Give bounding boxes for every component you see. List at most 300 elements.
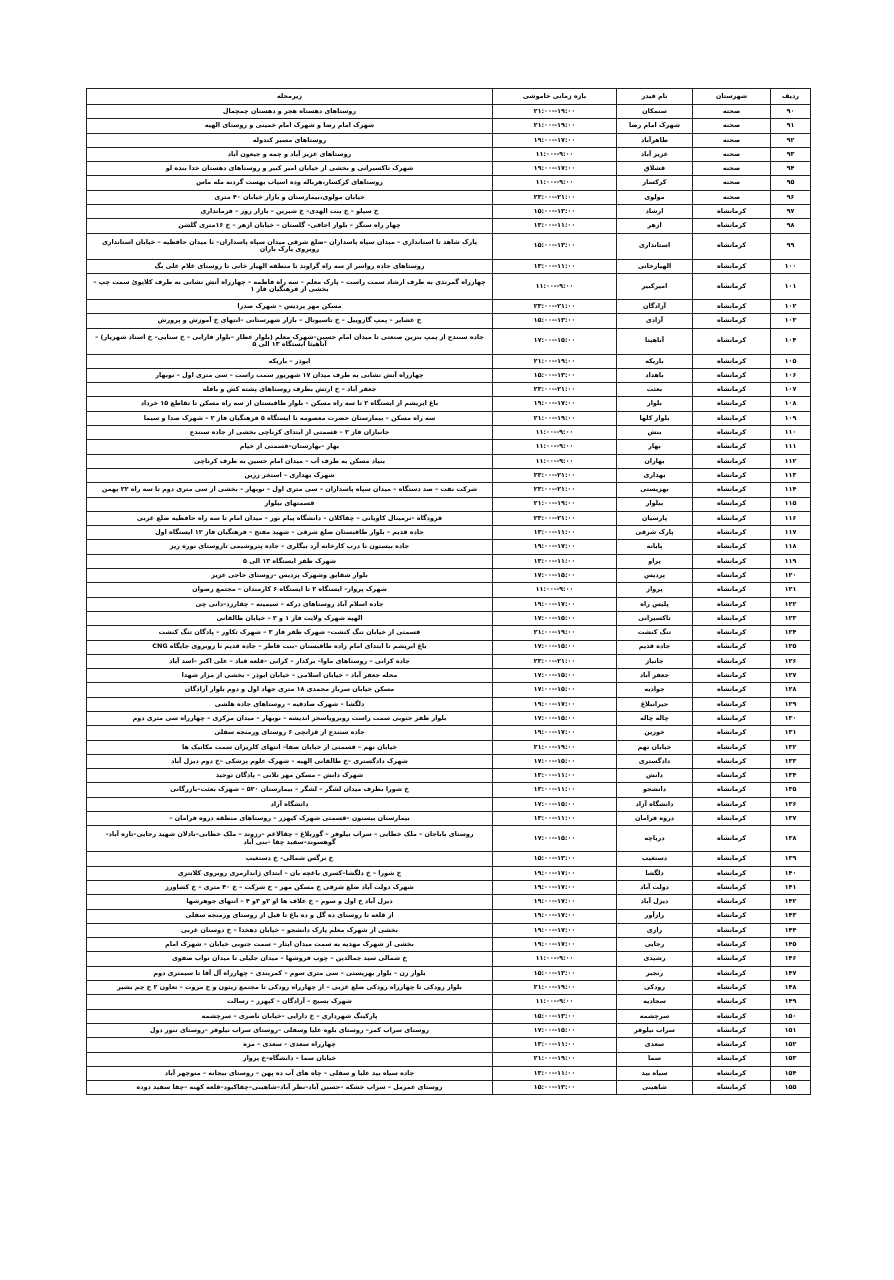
cell-area: روستاهای جاده رواسر از سه راه گراوند تا منطقه الهیار خانی تا روستای غلام علی بگ [87,259,493,273]
cell-time: ۱۳:۰۰--۱۵:۰۰ [493,1081,617,1095]
table-row [87,669,811,683]
cell-num: ۱۰۴ [771,328,811,354]
cell-area: جاده سنندج از پمپ بنزین صنعتی تا میدان امام حسین–شهرک معلم (بلوار عطار –بلوار فارابی – خ سنایی– خ استاد شهریار) –آناهیتا ایستگاه ۱۳ الی ۵ [87,328,493,354]
cell-city: کرمانشاه [693,554,771,568]
cell-num: ۱۰۵ [771,354,811,368]
cell-num: ۱۴۹ [771,995,811,1009]
cell-num: ۹۸ [771,219,811,233]
cell-feeder: بلوار [617,397,693,411]
cell-area: بخشی از شهرک معلم پارک دانشجو – خیابان دهخدا – خ دوستان غربی [87,923,493,937]
cell-feeder: سعدی [617,1038,693,1052]
cell-city: کرمانشاه [693,1066,771,1080]
cell-num: ۹۲ [771,133,811,147]
cell-city: کرمانشاه [693,909,771,923]
cell-num: ۱۱۸ [771,540,811,554]
cell-feeder: دادگستری [617,754,693,768]
cell-time: ۱۹:۰۰--۲۱:۰۰ [493,1052,617,1066]
table-row [87,866,811,880]
cell-time: ۱۷:۰۰--۱۹:۰۰ [493,938,617,952]
table-row [87,454,811,468]
cell-time: ۱۹:۰۰--۲۱:۰۰ [493,497,617,511]
cell-area: جاده اسلام آباد روستاهای درکه – سیمینه – چقارزد–دانی چی [87,597,493,611]
cell-area: بلوار ظفر جنوبی سمت راست روبروپاسخر اندیشه – نوبهار – میدان مرکزی – چهارراه سی متری دوم [87,711,493,725]
cell-area: بهار –بهارستان–قسمتی از خیام [87,440,493,454]
cell-time: ۱۵:۰۰--۱۷:۰۰ [493,569,617,583]
cell-city: کرمانشاه [693,328,771,354]
cell-city: کرمانشاه [693,697,771,711]
cell-time: ۱۵:۰۰--۱۷:۰۰ [493,669,617,683]
cell-feeder: باهداد [617,368,693,382]
cell-time: ۱۱:۰۰--۱۳:۰۰ [493,259,617,273]
cell-time: ۱۳:۰۰--۱۵:۰۰ [493,314,617,328]
table-row [87,711,811,725]
header-city: شهرستان [693,89,771,105]
table-row [87,468,811,482]
cell-city: کرمانشاه [693,938,771,952]
cell-area: روستاهای مسیر کندوله [87,133,493,147]
cell-feeder: رودکی [617,981,693,995]
cell-city: کرمانشاه [693,880,771,894]
cell-time: ۱۷:۰۰--۱۹:۰۰ [493,540,617,554]
cell-feeder: بلوار کلها [617,411,693,425]
cell-num: ۱۱۶ [771,511,811,525]
cell-time: ۹:۰۰--۱۱:۰۰ [493,273,617,299]
table-header-row [87,89,811,105]
cell-feeder: امیرکبیر [617,273,693,299]
table-row [87,923,811,937]
cell-num: ۱۲۴ [771,626,811,640]
cell-city: کرمانشاه [693,1038,771,1052]
table-row [87,328,811,354]
cell-city: کرمانشاه [693,483,771,497]
table-row [87,162,811,176]
cell-feeder: سراب نیلوفر [617,1023,693,1037]
cell-time: ۱۷:۰۰--۱۹:۰۰ [493,880,617,894]
cell-time: ۱۹:۰۰--۲۱:۰۰ [493,411,617,425]
cell-feeder: رنجبر [617,966,693,980]
table-row [87,981,811,995]
cell-num: ۱۳۶ [771,797,811,811]
cell-city: کرمانشاه [693,1023,771,1037]
cell-time: ۹:۰۰--۱۱:۰۰ [493,440,617,454]
table-row [87,1023,811,1037]
table-row [87,952,811,966]
cell-num: ۱۱۰ [771,426,811,440]
cell-num: ۱۱۴ [771,483,811,497]
cell-city: کرمانشاه [693,711,771,725]
cell-area: مسکن خیابان سرباز محمدی ۱۸ متری جهاد اول و دوم بلوار آزادگان [87,683,493,697]
table-row [87,205,811,219]
cell-city: صحنه [693,190,771,204]
cell-time: ۱۱:۰۰--۱۳:۰۰ [493,1066,617,1080]
cell-num: ۱۳۲ [771,740,811,754]
cell-city: کرمانشاه [693,626,771,640]
table-row [87,233,811,259]
cell-num: ۱۱۵ [771,497,811,511]
cell-city: کرمانشاه [693,726,771,740]
cell-time: ۱۹:۰۰--۲۱:۰۰ [493,626,617,640]
table-row [87,440,811,454]
cell-city: کرمانشاه [693,597,771,611]
cell-area: بلوار شقایق وشهرک پردیس –روستای حاجی عزیز [87,569,493,583]
cell-time: ۱۳:۰۰--۱۵:۰۰ [493,1009,617,1023]
cell-city: کرمانشاه [693,1052,771,1066]
cell-area: روستاهای عزیز آباد و چمه و جیعون آباد [87,147,493,161]
cell-feeder: پلیس راه [617,597,693,611]
cell-area: ابوذر – باریکه [87,354,493,368]
cell-feeder: دولت آباد [617,880,693,894]
table-row [87,966,811,980]
table-row [87,797,811,811]
cell-city: کرمانشاه [693,569,771,583]
cell-num: ۱۳۹ [771,852,811,866]
cell-city: کرمانشاه [693,583,771,597]
table-row [87,1081,811,1095]
cell-num: ۹۷ [771,205,811,219]
cell-area: خیابان نهم – قسمتی از خیابان صفا– انتهای کلریزان سمت مکانیک ها [87,740,493,754]
cell-time: ۱۳:۰۰--۱۵:۰۰ [493,233,617,259]
cell-time: ۲۱:۰۰--۲۳:۰۰ [493,511,617,525]
cell-city: کرمانشاه [693,866,771,880]
cell-feeder: دیزل آباد [617,895,693,909]
cell-city: صحنه [693,105,771,119]
cell-area: خ سیلو – خ بنت الهدی– خ شیرین – بازار روز – فرمانداری [87,205,493,219]
cell-num: ۱۰۸ [771,397,811,411]
cell-time: ۱۵:۰۰--۱۷:۰۰ [493,683,617,697]
cell-time: ۹:۰۰--۱۱:۰۰ [493,147,617,161]
table-row [87,995,811,1009]
cell-city: کرمانشاه [693,740,771,754]
cell-area: چهارراه آتش نشانی به طرف میدان ۱۷ شهریور سمت راست – سی متری اول – نوبهار [87,368,493,382]
table-row [87,1066,811,1080]
cell-area: شهرک پرواز– ایستگاه ۲ تا ایستگاه ۶ کارمندان – مجتمع رضوان [87,583,493,597]
cell-time: ۱۳:۰۰--۱۵:۰۰ [493,368,617,382]
cell-city: کرمانشاه [693,205,771,219]
cell-area: شهرک تاکسیرانی و بخشی از خیابان امیر کبیر و روستاهای دهستان خدا بنده لو [87,162,493,176]
cell-num: ۱۴۰ [771,866,811,880]
cell-num: ۱۴۲ [771,895,811,909]
cell-feeder: جاده قدیم [617,640,693,654]
cell-feeder: بهزیستی [617,483,693,497]
cell-num: ۹۱ [771,119,811,133]
cell-feeder: بهار [617,440,693,454]
cell-city: کرمانشاه [693,769,771,783]
outage-schedule-sheet [86,88,810,1095]
table-row [87,895,811,909]
cell-feeder: ازهر [617,219,693,233]
cell-feeder: جیرانبلاغ [617,697,693,711]
cell-num: ۱۴۸ [771,981,811,995]
cell-feeder: آزادگان [617,299,693,313]
table-row [87,697,811,711]
cell-num: ۱۵۰ [771,1009,811,1023]
cell-num: ۱۳۵ [771,783,811,797]
cell-feeder: پارک شرقی [617,526,693,540]
table-row [87,299,811,313]
table-row [87,909,811,923]
cell-time: ۱۷:۰۰--۱۹:۰۰ [493,597,617,611]
table-row [87,812,811,826]
cell-area: شهرک ظفر ایستگاه ۱۳ الی ۵ [87,554,493,568]
header-num: ردیف [771,89,811,105]
cell-feeder: رازآور [617,909,693,923]
cell-city: کرمانشاه [693,454,771,468]
cell-time: ۲۱:۰۰--۲۳:۰۰ [493,299,617,313]
cell-time: ۱۵:۰۰--۱۷:۰۰ [493,826,617,852]
cell-feeder: دلگشا [617,866,693,880]
cell-city: صحنه [693,176,771,190]
cell-num: ۱۲۵ [771,640,811,654]
cell-feeder: الهیارخانی [617,259,693,273]
table-row [87,354,811,368]
cell-feeder: سیاه بید [617,1066,693,1080]
cell-num: ۱۲۶ [771,654,811,668]
cell-num: ۱۳۰ [771,711,811,725]
cell-feeder: تنگ کنشت [617,626,693,640]
cell-num: ۱۳۸ [771,826,811,852]
cell-city: صحنه [693,133,771,147]
cell-num: ۱۲۱ [771,583,811,597]
table-row [87,105,811,119]
cell-area: خ شمالی سید جمالدین – چوب فروشها – میدان جلیلی تا میدان نواب صفوی [87,952,493,966]
cell-city: کرمانشاه [693,411,771,425]
table-row [87,426,811,440]
cell-time: ۱۵:۰۰--۱۷:۰۰ [493,328,617,354]
cell-area: پارک شاهد تا استانداری – میدان سپاه پاسداران –ضلع شرقی میدان سپاه پاسداران– تا میدان حافظیه – خیابان استانداری روبروی پارک باران [87,233,493,259]
cell-city: کرمانشاه [693,952,771,966]
cell-time: ۱۹:۰۰--۲۱:۰۰ [493,981,617,995]
table-row [87,640,811,654]
cell-area: قسمتی از خیابان تنگ کنشت– شهرک ظفر فاز ۳ – شهرک تکاور – پادگان تنگ کنشت [87,626,493,640]
table-row [87,783,811,797]
cell-feeder: بیلوار [617,497,693,511]
cell-city: کرمانشاه [693,754,771,768]
table-row [87,754,811,768]
cell-time: ۱۳:۰۰--۱۵:۰۰ [493,852,617,866]
header-area: زیرمحله [87,89,493,105]
cell-feeder: رجایی [617,938,693,952]
table-row [87,569,811,583]
header-time: بازه زمانی خاموشی [493,89,617,105]
cell-feeder: جانباز [617,654,693,668]
cell-time: ۱۱:۰۰--۱۳:۰۰ [493,554,617,568]
cell-num: ۹۶ [771,190,811,204]
cell-num: ۱۰۲ [771,299,811,313]
cell-area: خیابان مولوی،بیمارستان و بازار خیابان ۴۰ متری [87,190,493,204]
table-row [87,190,811,204]
table-row [87,526,811,540]
cell-time: ۱۹:۰۰--۲۱:۰۰ [493,119,617,133]
cell-area: جاده سنندج از قزانچی ۶ روستای ورمنجه سفلی [87,726,493,740]
cell-feeder: سما [617,1052,693,1066]
cell-feeder: مولوی [617,190,693,204]
cell-time: ۲۱:۰۰--۲۳:۰۰ [493,190,617,204]
cell-num: ۱۴۵ [771,938,811,952]
cell-area: چهارراه گمرندی به طرف ارشاد سمت راست – پارک معلم – سه راه فاطمه – چهارراه آتش نشانی به طرف کلاپوئ سمت چپ – بخشی از فرهنگیان فاز ۱ [87,273,493,299]
cell-area: شهرک بهداری – استخر زرین [87,468,493,482]
table-row [87,1038,811,1052]
cell-city: کرمانشاه [693,683,771,697]
cell-city: کرمانشاه [693,1009,771,1023]
table-row [87,314,811,328]
cell-feeder: پراو [617,554,693,568]
cell-time: ۱۵:۰۰--۱۷:۰۰ [493,640,617,654]
cell-time: ۹:۰۰--۱۱:۰۰ [493,426,617,440]
cell-time: ۱۱:۰۰--۱۳:۰۰ [493,769,617,783]
cell-feeder: دانش [617,769,693,783]
cell-area: جاده کرانی – روستاهای ماوا– برکدار – کرانی –قلعه قباد – علی اکبر –اسد آباد [87,654,493,668]
cell-num: ۱۴۷ [771,966,811,980]
cell-feeder: سنمکان [617,105,693,119]
cell-feeder: آناهیتا [617,328,693,354]
cell-feeder: شهرک امام رضا [617,119,693,133]
cell-num: ۱۰۱ [771,273,811,299]
cell-city: کرمانشاه [693,981,771,995]
cell-time: ۱۷:۰۰--۱۹:۰۰ [493,895,617,909]
cell-city: صحنه [693,147,771,161]
cell-city: صحنه [693,119,771,133]
table-row [87,726,811,740]
table-row [87,554,811,568]
cell-time: ۲۱:۰۰--۲۳:۰۰ [493,483,617,497]
cell-num: ۹۴ [771,162,811,176]
cell-area: خیابان سما – دانشگاه–خ پرواز [87,1052,493,1066]
cell-area: بخشی از شهرک مهدیه به سمت میدان ایثار – سمت جنوبی خیابان – شهرک امام [87,938,493,952]
cell-time: ۱۵:۰۰--۱۷:۰۰ [493,611,617,625]
cell-time: ۱۹:۰۰--۲۱:۰۰ [493,105,617,119]
cell-time: ۹:۰۰--۱۱:۰۰ [493,176,617,190]
cell-num: ۹۳ [771,147,811,161]
table-row [87,219,811,233]
cell-city: کرمانشاه [693,314,771,328]
table-row [87,119,811,133]
cell-feeder: چاله چاله [617,711,693,725]
cell-area: فرودگاه –نرمینال کاویانی – چقاکلان – دانشگاه پیام نور – میدان امام تا سه راه حافظیه ضلع غربی [87,511,493,525]
cell-feeder: پارسیان [617,511,693,525]
outage-table [86,88,811,1095]
cell-city: کرمانشاه [693,497,771,511]
cell-num: ۱۵۵ [771,1081,811,1095]
cell-num: ۱۰۰ [771,259,811,273]
cell-time: ۱۷:۰۰--۱۹:۰۰ [493,923,617,937]
cell-time: ۲۱:۰۰--۲۳:۰۰ [493,383,617,397]
cell-feeder: سرچشمه [617,1009,693,1023]
cell-num: ۱۰۶ [771,368,811,382]
cell-city: کرمانشاه [693,1081,771,1095]
table-row [87,540,811,554]
cell-feeder: بعثت [617,383,693,397]
table-row [87,597,811,611]
cell-city: کرمانشاه [693,995,771,1009]
cell-time: ۱۱:۰۰--۱۳:۰۰ [493,812,617,826]
cell-city: کرمانشاه [693,669,771,683]
cell-city: کرمانشاه [693,895,771,909]
cell-city: کرمانشاه [693,383,771,397]
cell-city: کرمانشاه [693,654,771,668]
cell-num: ۱۱۲ [771,454,811,468]
cell-num: ۱۱۳ [771,468,811,482]
cell-city: کرمانشاه [693,233,771,259]
cell-feeder: خیابان نهم [617,740,693,754]
table-row [87,259,811,273]
cell-num: ۱۳۳ [771,754,811,768]
cell-city: کرمانشاه [693,219,771,233]
cell-area: مسکن مهر پردیس – شهرک صدرا [87,299,493,313]
table-row [87,1052,811,1066]
cell-time: ۹:۰۰--۱۱:۰۰ [493,952,617,966]
cell-feeder: دروه فرامان [617,812,693,826]
cell-area: جاده بیستون تا درب کارخانه آرد بیگلری – جاده پتروشیمی تاروستای نوره ریز [87,540,493,554]
cell-time: ۹:۰۰--۱۱:۰۰ [493,995,617,1009]
cell-feeder: تاکسیرانی [617,611,693,625]
cell-num: ۱۵۴ [771,1066,811,1080]
cell-time: ۱۷:۰۰--۱۹:۰۰ [493,866,617,880]
cell-num: ۱۲۹ [771,697,811,711]
cell-city: کرمانشاه [693,826,771,852]
table-row [87,769,811,783]
table-row [87,683,811,697]
cell-area: روستای سراب کمر– روستای بلوه علیا وسفلی –روستای سراب نیلوفر –روستای تنور دول [87,1023,493,1037]
cell-num: ۱۴۴ [771,923,811,937]
table-row [87,938,811,952]
cell-city: کرمانشاه [693,923,771,937]
cell-area: قسمتهای بیلوار [87,497,493,511]
cell-num: ۱۳۷ [771,812,811,826]
table-row [87,147,811,161]
cell-num: ۱۴۱ [771,880,811,894]
cell-area: خ عشایر – پمپ گازوییل – خ تاسیونال – بازار شهرستانی –انتهای خ آموزش و پرورش [87,314,493,328]
cell-num: ۱۲۲ [771,597,811,611]
cell-city: کرمانشاه [693,354,771,368]
table-row [87,368,811,382]
cell-time: ۱۳:۰۰--۱۵:۰۰ [493,205,617,219]
cell-time: ۱۱:۰۰--۱۳:۰۰ [493,783,617,797]
cell-feeder: طاهرآباد [617,133,693,147]
cell-feeder: دانشگاه آزاد [617,797,693,811]
cell-time: ۱۷:۰۰--۱۹:۰۰ [493,697,617,711]
table-row [87,611,811,625]
cell-area: روستای باباجان – ملک خطابی – سراب نیلوفر – گوربلاغ – چقالاغم –رزوند – ملک خطابی–بادلان شهید رجایی–تازه آباد–گوهسوند–سفید چقا –بنی آباد [87,826,493,852]
table-row [87,176,811,190]
cell-num: ۹۵ [771,176,811,190]
cell-area: جاده قدیم – بلوار طاقبستان ضلع شرقی – شهید مفتح – فرهنگیان فاز ۱۲ ایستگاه اول [87,526,493,540]
cell-area: روستاهای کرکسار،هرباله وده اسیاب بهست گردنه مله ماس [87,176,493,190]
cell-area: شهرک امام رضا و شهرک امام خمینی و روستای الهیه [87,119,493,133]
table-row [87,1009,811,1023]
cell-num: ۱۴۳ [771,909,811,923]
cell-area: روستاهای دهستاه هجر و دهستان چمچمال [87,105,493,119]
cell-area: بنیاد مسکن به طرف آب – میدان امام حسین به طرف کرناچی [87,454,493,468]
table-row [87,273,811,299]
cell-area: جاده سیاه بید علیا و سفلی – چاه های آب ده پهن – روستای بیجانه – منوچهر آباد [87,1066,493,1080]
cell-area: از قلعه تا روستای ده گل و ده باغ تا قبل از روستای ورمنجه سفلی [87,909,493,923]
cell-city: کرمانشاه [693,368,771,382]
cell-feeder: باریکه [617,354,693,368]
cell-time: ۱۹:۰۰--۲۱:۰۰ [493,354,617,368]
cell-time: ۱۱:۰۰--۱۳:۰۰ [493,526,617,540]
cell-city: کرمانشاه [693,852,771,866]
cell-area: خ شورا بطرف میدان لشگر – لشگر – بیمارستان ۵۲۰ – شهرک بعثت–بازرگانی [87,783,493,797]
cell-time: ۹:۰۰--۱۱:۰۰ [493,583,617,597]
cell-time: ۱۱:۰۰--۱۳:۰۰ [493,219,617,233]
cell-num: ۱۰۹ [771,411,811,425]
cell-num: ۱۳۱ [771,726,811,740]
cell-time: ۱۷:۰۰--۱۹:۰۰ [493,397,617,411]
cell-city: کرمانشاه [693,812,771,826]
cell-city: کرمانشاه [693,511,771,525]
cell-area: چهار راه سنگر – بلوار اجاقی– گلستان – خیابان ازهر – خ ۱۶متری گلشن [87,219,493,233]
cell-time: ۹:۰۰--۱۱:۰۰ [493,454,617,468]
